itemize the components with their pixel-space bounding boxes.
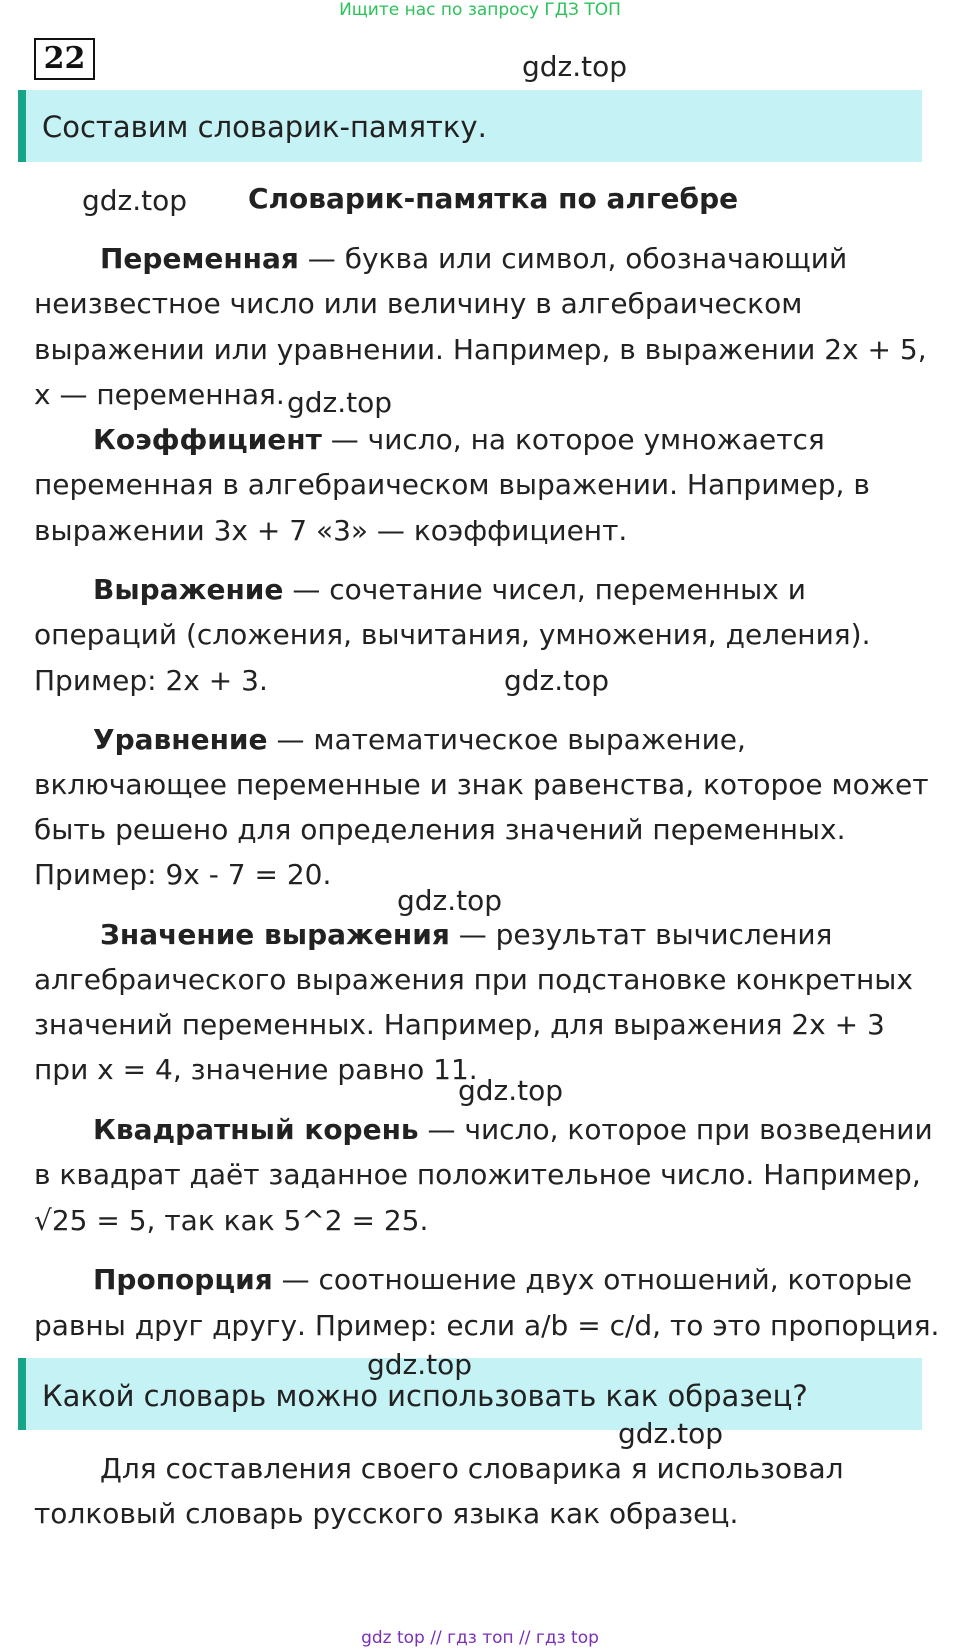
entry-text: — число, которое при возведении [418, 1113, 933, 1146]
answer-line: Для составления своего словарика я использовал [100, 1452, 844, 1485]
entry-first-line [93, 573, 806, 606]
top-banner: Ищите нас по запросу ГДЗ ТОП [339, 0, 621, 20]
entry-term: Значение выражения [100, 918, 450, 951]
entry-first-line [93, 723, 746, 756]
section-heading-box [18, 90, 922, 162]
entry-term: Переменная [100, 242, 299, 275]
entry-first-line [100, 242, 847, 275]
entry-line: Пример: 2x + 3. [34, 664, 268, 697]
entry-text: — результат вычисления [449, 918, 833, 951]
entry-term: Выражение [93, 573, 284, 606]
entry-line: равны друг другу. Пример: если a/b = c/d, то это пропорция. [34, 1309, 940, 1342]
entry-term: Пропорция [93, 1263, 273, 1296]
entry-line: √25 = 5, так как 5^2 = 25. [34, 1204, 429, 1237]
entry-line: переменная в алгебраическом выражении. Например, в [34, 468, 870, 501]
entry-text: — сочетание чисел, переменных и [283, 573, 806, 606]
entry-text: — соотношение двух отношений, которые [272, 1263, 913, 1296]
answer-line: толковый словарь русского языка как образец. [34, 1497, 739, 1530]
watermark: gdz.top [458, 1074, 564, 1107]
entry-text: — математическое выражение, [267, 723, 746, 756]
entry-first-line [93, 423, 825, 456]
glossary-title: Словарик-памятка по алгебре [248, 182, 739, 215]
entry-line: быть решено для определения значений переменных. [34, 813, 846, 846]
entry-line: выражении 3x + 7 «3» — коэффициент. [34, 514, 628, 547]
entry-first-line [93, 1263, 912, 1296]
watermark: gdz.top [618, 1417, 724, 1450]
entry-line: алгебраического выражения при подстановке конкретных [34, 963, 913, 996]
entry-line: операций (сложения, вычитания, умножения, деления). [34, 618, 871, 651]
entry-line: выражении или уравнении. Например, в выражении 2x + 5, [34, 333, 927, 366]
footer-watermark: gdz top // гдз топ // гдз top [361, 1628, 599, 1648]
watermark: gdz.top [82, 184, 188, 217]
entry-text: — число, на которое умножается [321, 423, 825, 456]
entry-text: — буква или символ, обозначающий [298, 242, 848, 275]
watermark: gdz.top [522, 50, 628, 83]
watermark: gdz.top [367, 1348, 473, 1381]
watermark: gdz.top [504, 664, 610, 697]
entry-line: при x = 4, значение равно 11. [34, 1053, 478, 1086]
entry-line: x — переменная. [34, 378, 285, 411]
entry-line: значений переменных. Например, для выражения 2x + 3 [34, 1008, 885, 1041]
entry-line: в квадрат даёт заданное положительное число. Например, [34, 1158, 921, 1191]
entry-line: неизвестное число или величину в алгебраическом [34, 287, 803, 320]
watermark: gdz.top [287, 386, 393, 419]
section-heading: Какой словарь можно использовать как образец? [42, 1379, 808, 1413]
entry-first-line [100, 918, 832, 951]
entry-line: Пример: 9x - 7 = 20. [34, 858, 332, 891]
watermark: gdz.top [397, 884, 503, 917]
entry-first-line [93, 1113, 933, 1146]
entry-term: Коэффициент [93, 423, 322, 456]
entry-line: включающее переменные и знак равенства, которое может [34, 768, 929, 801]
entry-term: Уравнение [93, 723, 268, 756]
task-number: 22 [34, 38, 95, 80]
section-heading: Составим словарик-памятку. [42, 110, 487, 144]
entry-term: Квадратный корень [93, 1113, 419, 1146]
